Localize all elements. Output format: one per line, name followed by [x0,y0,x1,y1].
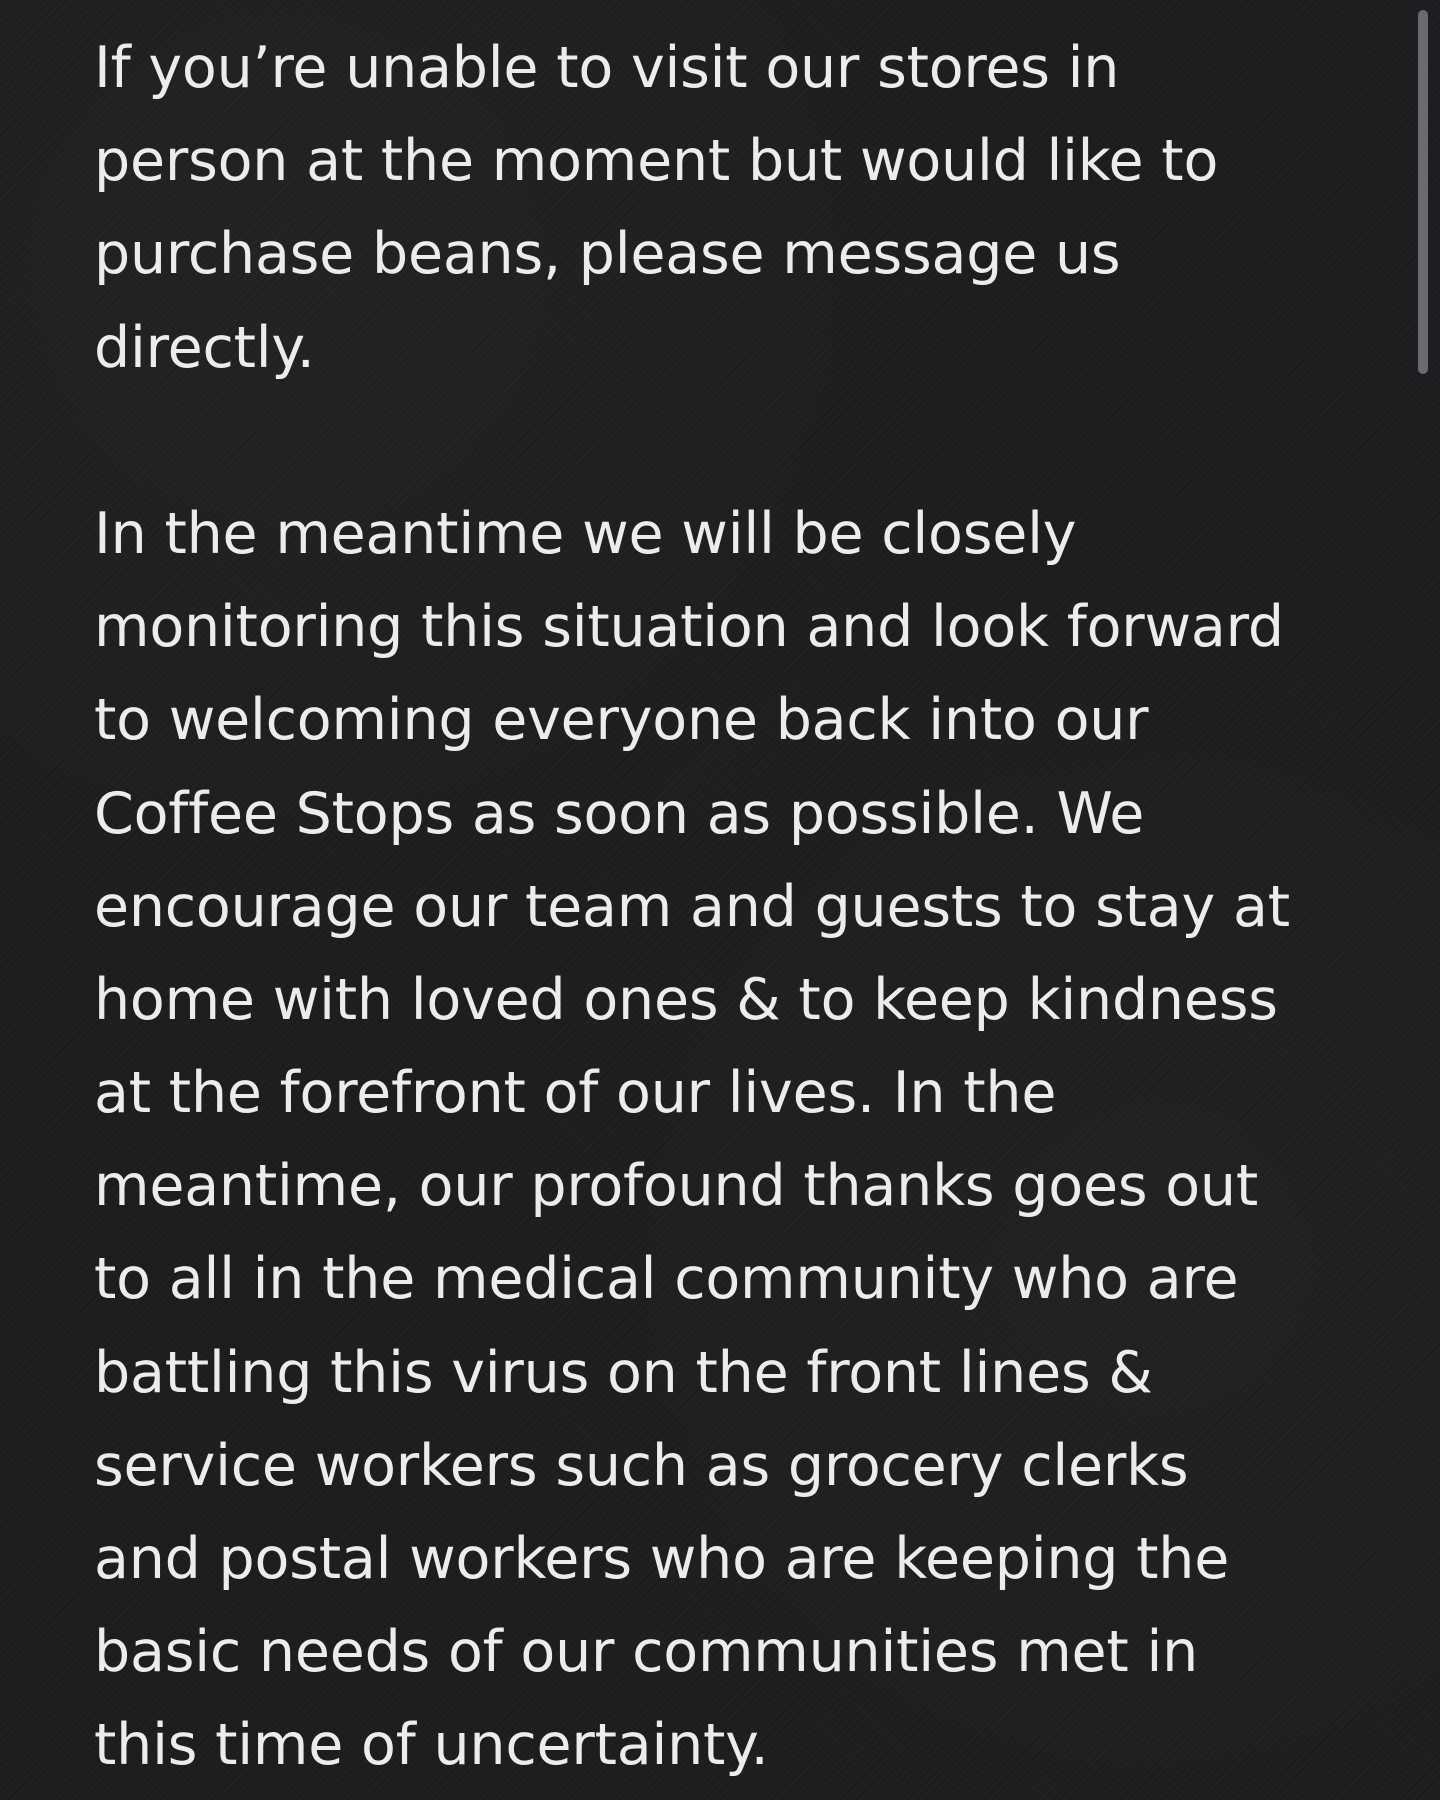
note-line: monitoring this situation and look forward [94,594,1284,661]
note-line: person at the moment but would like to [94,128,1219,195]
note-text-area[interactable] [94,22,1354,1793]
note-line: If you’re unable to visit our stores in [94,35,1120,101]
note-line: service workers such as grocery clerks [94,1432,1189,1499]
note-line: encourage our team and guests to stay at [94,873,1290,940]
note-line: at the forefront of our lives. In the [94,1060,1057,1127]
note-line: battling this virus on the front lines & [94,1339,1153,1406]
note-line: basic needs of our communities met in [94,1619,1199,1686]
note-line: to welcoming everyone back into our [94,687,1149,754]
note-line: In the meantime we will be closely [94,500,1077,567]
vertical-scrollbar[interactable] [1418,10,1428,374]
paragraph-spacer [94,395,1354,488]
note-line: home with loved ones & to keep kindness [94,966,1278,1033]
note-line: Coffee Stops as soon as possible. We [94,780,1145,847]
note-line: and postal workers who are keeping the [94,1526,1230,1592]
note-line: purchase beans, please message us [94,221,1121,288]
note-line: meantime, our profound thanks goes out [94,1153,1258,1220]
note-line: directly. [94,314,315,381]
note-line: this time of uncertainty. [94,1712,769,1779]
note-line: to all in the medical community who are [94,1246,1239,1313]
